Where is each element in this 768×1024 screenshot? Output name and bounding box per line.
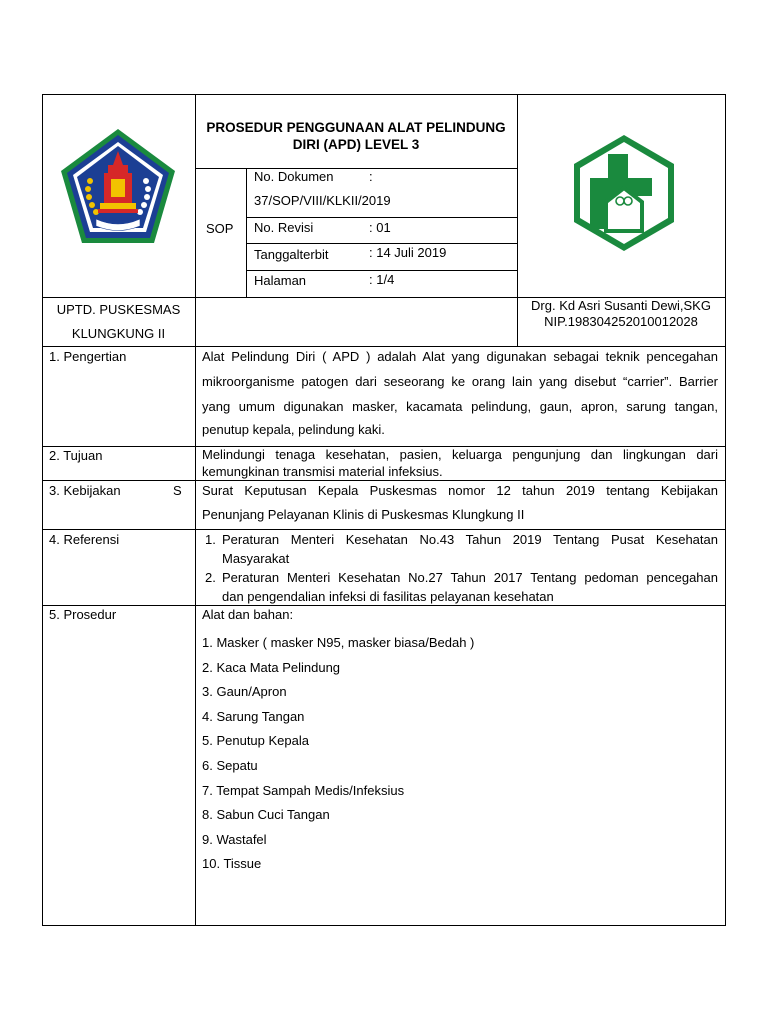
- sop-divider: [246, 168, 247, 298]
- meta-line-2: [246, 243, 517, 244]
- meta-line-3: [246, 270, 517, 271]
- pengertian-line-2: mikroorganisme patogen dari seseorang ke orang lain yang disebut “carrier”. Barrier: [202, 374, 718, 389]
- pengertian-line-4: penutup kepala, pelindung kaki.: [202, 422, 385, 437]
- puskesmas-logo: [562, 131, 686, 255]
- table-border-left: [42, 94, 43, 926]
- row-line-referensi: [42, 605, 726, 606]
- list-item: 4. Sarung Tangan: [202, 708, 305, 724]
- section-label-tujuan: 2. Tujuan: [49, 448, 103, 463]
- list-item: 10. Tissue: [202, 856, 262, 872]
- section-label-prosedur: 5. Prosedur: [49, 607, 117, 622]
- signer-block: [517, 298, 725, 330]
- prosedur-intro: Alat dan bahan:: [202, 607, 294, 622]
- kebijakan-line-2: Penunjang Pelayanan Klinis di Puskesmas Klungkung II: [202, 507, 525, 522]
- meta-value-no-revisi: : 01: [369, 220, 391, 235]
- signer-nip: NIP.198304252010012028: [544, 314, 698, 329]
- table-border-top: [42, 94, 726, 95]
- list-item: 3. Gaun/Apron: [202, 684, 287, 700]
- meta-label-no-revisi: No. Revisi: [254, 220, 314, 235]
- referensi-item-1-line2: Masyarakat: [222, 551, 290, 566]
- sop-label: SOP: [206, 221, 234, 236]
- section-label-referensi: 4. Referensi: [49, 532, 120, 547]
- meta-label-tanggal-terbit: Tanggalterbit: [254, 247, 329, 262]
- list-item: 8. Sabun Cuci Tangan: [202, 807, 330, 823]
- table-border-right: [725, 94, 726, 926]
- list-item: 5. Penutup Kepala: [202, 733, 309, 749]
- pengertian-line-3: yang umum digunakan masker, kacamata pelindung, gaun, apron, sarung tangan,: [202, 399, 718, 414]
- meta-value-tanggal-terbit: : 14 Juli 2019: [369, 245, 447, 260]
- tujuan-line-1: Melindungi tenaga kesehatan, pasien, keluarga pengunjung dan lingkungan dari: [202, 447, 718, 462]
- referensi-item-1-number: 1.: [205, 532, 216, 547]
- list-item: 1. Masker ( masker N95, masker biasa/Bedah ): [202, 635, 475, 650]
- referensi-item-2-line2: dan pengendalian infeksi di fasilitas pelayanan kesehatan: [222, 589, 554, 604]
- meta-value-no-dokumen-colon: :: [369, 169, 373, 184]
- row-line-institution: [42, 346, 726, 347]
- list-item: 9. Wastafel: [202, 831, 267, 847]
- tujuan-line-2: kemungkinan transmisi material infeksius.: [202, 464, 443, 479]
- row-line-kebijakan: [42, 529, 726, 530]
- kebijakan-line-1: Surat Keputusan Kepala Puskesmas nomor 12 tahun 2019 tentang Kebijakan: [202, 483, 718, 498]
- institution-name: [42, 298, 195, 346]
- referensi-item-2-number: 2.: [205, 570, 216, 585]
- list-item: 2. Kaca Mata Pelindung: [202, 659, 341, 675]
- meta-line-1: [246, 217, 517, 218]
- signer-name: Drg. Kd Asri Susanti Dewi,SKG: [531, 298, 711, 313]
- prosedur-list: [202, 631, 474, 877]
- meta-value-halaman: : 1/4: [369, 272, 395, 287]
- row-line-tujuan: [42, 480, 726, 481]
- section-label-kebijakan: 3. Kebijakan: [49, 483, 121, 498]
- pengertian-line-1: Alat Pelindung Diri ( APD ) adalah Alat yang digunakan sebagai teknik pencegahan: [202, 349, 718, 364]
- document-title-line2: DIRI (APD) LEVEL 3: [292, 137, 420, 152]
- crest-ribbon-text: KLUNGKUNG: [101, 217, 135, 223]
- section-label-kebijakan-s: S: [173, 483, 182, 498]
- table-column-divider: [195, 94, 196, 926]
- document-title-line1: PROSEDUR PENGGUNAAN ALAT PELINDUNG: [206, 120, 506, 135]
- table-border-bottom: [42, 925, 726, 926]
- list-item: 6. Sepatu: [202, 757, 258, 773]
- list-item: 7. Tempat Sampah Medis/Infeksius: [202, 782, 405, 798]
- institution-line1: UPTD. PUSKESMAS: [56, 302, 181, 317]
- klungkung-crest-logo: [56, 125, 180, 249]
- institution-line2: KLUNGKUNG II: [71, 326, 166, 341]
- referensi-item-2-line1: Peraturan Menteri Kesehatan No.27 Tahun 2017 Tentang pedoman pencegahan: [222, 570, 718, 585]
- meta-value-no-dokumen: 37/SOP/VIII/KLKII/2019: [254, 193, 391, 208]
- referensi-item-1-line1: Peraturan Menteri Kesehatan No.43 Tahun 2019 Tentang Pusat Kesehatan: [222, 532, 718, 547]
- meta-label-no-dokumen: No. Dokumen: [254, 169, 334, 184]
- meta-label-halaman: Halaman: [254, 273, 307, 288]
- title-bottom-line: [195, 168, 517, 169]
- section-label-pengertian: 1. Pengertian: [49, 349, 127, 364]
